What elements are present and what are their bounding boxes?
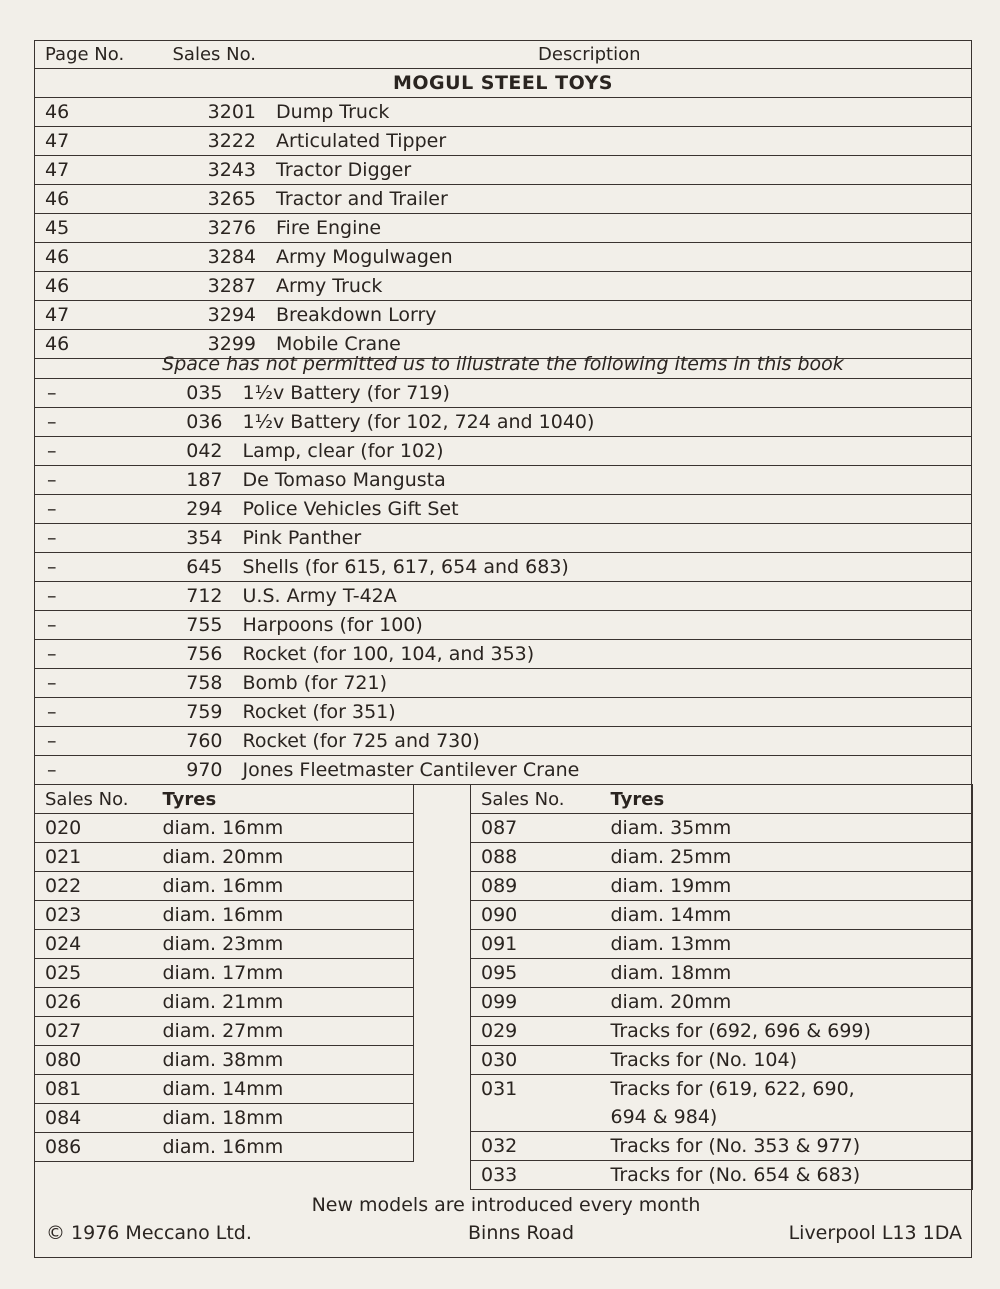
tyre-sales-no-cell: 090 — [471, 901, 611, 930]
table-row — [35, 1017, 414, 1046]
tyre-sales-no-cell: 025 — [35, 959, 163, 988]
description-cell: Tractor Digger — [276, 156, 971, 185]
table-row — [35, 582, 972, 611]
description-cell: Harpoons (for 100) — [243, 611, 972, 640]
tyres-right-sales-no-header: Sales No. — [471, 785, 611, 814]
description-cell: Bomb (for 721) — [243, 669, 972, 698]
tyre-description-cell: diam. 18mm — [611, 959, 973, 988]
table-row — [35, 640, 972, 669]
table-row — [35, 611, 972, 640]
description-cell: Rocket (for 351) — [243, 698, 972, 727]
tyre-sales-no-cell: 021 — [35, 843, 163, 872]
table-row — [471, 988, 973, 1017]
table-row — [35, 959, 414, 988]
table-row — [471, 901, 973, 930]
tyre-description-cell: diam. 16mm — [163, 901, 414, 930]
tyre-description-cell: Tracks for (No. 353 & 977) — [611, 1132, 973, 1161]
page-no-cell: – — [35, 611, 145, 640]
description-cell: U.S. Army T-42A — [243, 582, 972, 611]
tyres-left-sales-no-header: Sales No. — [35, 785, 163, 814]
sales-no-cell: 3265 — [145, 185, 277, 214]
table-row — [35, 408, 972, 437]
tyre-description-cell: diam. 23mm — [163, 930, 414, 959]
description-cell: Mobile Crane — [276, 330, 971, 359]
tyre-sales-no-cell: 084 — [35, 1104, 163, 1133]
page-no-cell: – — [35, 669, 145, 698]
page-no-cell: – — [35, 437, 145, 466]
description-cell: 1½v Battery (for 102, 724 and 1040) — [243, 408, 972, 437]
description-cell: Shells (for 615, 617, 654 and 683) — [243, 553, 972, 582]
sales-no-cell: 3287 — [145, 272, 277, 301]
tyres-right-tyres-header: Tyres — [611, 785, 973, 814]
page-no-cell: – — [35, 524, 145, 553]
tyre-sales-no-cell: 022 — [35, 872, 163, 901]
table-row — [471, 1161, 973, 1190]
table-row — [35, 437, 972, 466]
table-row-continuation — [471, 1103, 973, 1132]
tyre-description-cell: diam. 20mm — [163, 843, 414, 872]
tyres-left-header — [35, 785, 414, 814]
table-row — [35, 930, 414, 959]
header-sales-no: Sales No. — [145, 40, 277, 69]
tyres-table-right — [470, 784, 973, 1190]
description-cell: Pink Panther — [243, 524, 972, 553]
description-cell: Police Vehicles Gift Set — [243, 495, 972, 524]
tyre-sales-no-cell: 089 — [471, 872, 611, 901]
description-cell: Tractor and Trailer — [276, 185, 971, 214]
tyre-description-cell: Tracks for (619, 622, 690, — [610, 1077, 855, 1100]
tyre-sales-no-cell: 088 — [471, 843, 611, 872]
table-row — [471, 1132, 973, 1161]
sales-no-cell: 759 — [145, 698, 243, 727]
sales-no-cell: 3201 — [145, 98, 277, 127]
page-no-cell: – — [35, 408, 145, 437]
tyre-description-cell: diam. 35mm — [611, 814, 973, 843]
tyre-description-cell: diam. 16mm — [163, 1133, 414, 1162]
table-row — [35, 756, 972, 785]
page-no-cell: 46 — [35, 98, 145, 127]
tyre-description-cell: Tracks for (No. 654 & 683) — [611, 1161, 973, 1190]
tyre-description-cell: Tracks for (692, 696 & 699) — [611, 1017, 973, 1046]
page-no-cell: – — [35, 640, 145, 669]
page-no-cell: – — [35, 582, 145, 611]
footer-address-city: Liverpool L13 1DA — [788, 1222, 962, 1244]
table-row — [35, 872, 414, 901]
table-row — [35, 272, 972, 301]
tyre-description-cell: diam. 17mm — [163, 959, 414, 988]
sales-no-cell: 035 — [145, 379, 243, 408]
tyre-description-cell: diam. 20mm — [611, 988, 973, 1017]
page-no-cell: – — [35, 553, 145, 582]
table-row — [471, 930, 973, 959]
page-no-cell: – — [35, 698, 145, 727]
page-no-cell: 46 — [35, 330, 145, 359]
tyres-left-tyres-header: Tyres — [163, 785, 414, 814]
tyre-sales-no-cell: 030 — [471, 1046, 611, 1075]
description-cell: Rocket (for 100, 104, and 353) — [243, 640, 972, 669]
footer-tagline: New models are introduced every month — [311, 1194, 701, 1216]
tyre-sales-no-cell: 099 — [471, 988, 611, 1017]
section-title-row — [35, 69, 972, 98]
table-row — [35, 843, 414, 872]
footer-copyright: © 1976 Meccano Ltd. — [46, 1222, 252, 1244]
description-cell: 1½v Battery (for 719) — [243, 379, 972, 408]
footer-address-street: Binns Road — [468, 1222, 575, 1244]
table-row — [35, 1046, 414, 1075]
tyre-sales-no-cell: 031 — [481, 1077, 518, 1100]
tyre-description-cell: diam. 19mm — [611, 872, 973, 901]
description-cell: Lamp, clear (for 102) — [243, 437, 972, 466]
tyre-description-cell: diam. 13mm — [611, 930, 973, 959]
table-row — [35, 1104, 414, 1133]
page-no-cell: – — [35, 495, 145, 524]
table-row — [35, 98, 972, 127]
main-table — [34, 40, 972, 359]
page-no-cell: – — [35, 727, 145, 756]
table-row — [471, 1017, 973, 1046]
table-row — [35, 727, 972, 756]
description-cell: Army Truck — [276, 272, 971, 301]
sales-no-cell: 755 — [145, 611, 243, 640]
table-row — [35, 214, 972, 243]
page-no-cell: 47 — [35, 127, 145, 156]
blank-cell — [471, 1103, 611, 1132]
table-row — [35, 495, 972, 524]
sales-no-cell: 712 — [145, 582, 243, 611]
sales-no-cell: 758 — [145, 669, 243, 698]
tyre-description-cell: diam. 16mm — [163, 872, 414, 901]
table-row — [471, 814, 973, 843]
section-title: MOGUL STEEL TOYS — [35, 69, 972, 98]
table-row — [35, 156, 972, 185]
sales-no-cell: 970 — [145, 756, 243, 785]
tyre-sales-no-cell: 027 — [35, 1017, 163, 1046]
table-row — [35, 814, 414, 843]
description-cell: Fire Engine — [276, 214, 971, 243]
sales-no-cell: 3243 — [145, 156, 277, 185]
tyre-description-cell: Tracks for (No. 104) — [611, 1046, 973, 1075]
tyre-description-cell: diam. 38mm — [163, 1046, 414, 1075]
page-no-cell: 46 — [35, 243, 145, 272]
tyre-description-continuation: 694 & 984) — [611, 1103, 973, 1132]
table-row — [471, 1046, 973, 1075]
table-row — [35, 243, 972, 272]
sales-no-cell: 3276 — [145, 214, 277, 243]
table-row — [35, 466, 972, 495]
tyre-sales-no-cell: 095 — [471, 959, 611, 988]
tyre-sales-no-cell: 020 — [35, 814, 163, 843]
tyre-sales-no-cell: 029 — [471, 1017, 611, 1046]
tyre-sales-no-cell: 087 — [471, 814, 611, 843]
tyre-sales-no-cell: 081 — [35, 1075, 163, 1104]
table-row — [35, 553, 972, 582]
tyre-description-cell: diam. 25mm — [611, 843, 973, 872]
page-no-cell: – — [35, 466, 145, 495]
table-row — [35, 901, 414, 930]
tyre-sales-no-cell: 023 — [35, 901, 163, 930]
description-cell: Army Mogulwagen — [276, 243, 971, 272]
sales-no-cell: 354 — [145, 524, 243, 553]
tyre-sales-no-cell: 091 — [471, 930, 611, 959]
table-row — [35, 379, 972, 408]
table-row — [35, 185, 972, 214]
table-row — [35, 669, 972, 698]
tyre-description-cell: diam. 21mm — [163, 988, 414, 1017]
unillustrated-table — [34, 378, 972, 785]
tyre-description-cell: diam. 18mm — [163, 1104, 414, 1133]
tyres-right-header — [471, 785, 973, 814]
tyres-table-left — [34, 784, 414, 1162]
sales-no-cell: 3299 — [145, 330, 277, 359]
sales-no-cell: 3294 — [145, 301, 277, 330]
header-description: Description — [276, 40, 971, 69]
table-row — [471, 872, 973, 901]
sales-no-cell: 3284 — [145, 243, 277, 272]
table-row — [471, 1075, 973, 1104]
page-no-cell: 46 — [35, 185, 145, 214]
table-row — [35, 524, 972, 553]
table-row — [35, 1075, 414, 1104]
tyre-sales-no-cell: 086 — [35, 1133, 163, 1162]
tyre-description-cell: diam. 14mm — [163, 1075, 414, 1104]
page-no-cell: – — [35, 756, 145, 785]
page-no-cell: 47 — [35, 156, 145, 185]
table-row — [471, 843, 973, 872]
sales-no-cell: 294 — [145, 495, 243, 524]
table-row — [35, 698, 972, 727]
sales-no-cell: 042 — [145, 437, 243, 466]
description-cell: Dump Truck — [276, 98, 971, 127]
description-cell: De Tomaso Mangusta — [243, 466, 972, 495]
table-row — [35, 1133, 414, 1162]
tyre-sales-no-cell: 026 — [35, 988, 163, 1017]
tyre-description-cell: diam. 27mm — [163, 1017, 414, 1046]
description-cell: Breakdown Lorry — [276, 301, 971, 330]
tyre-sales-no-cell: 033 — [471, 1161, 611, 1190]
page-no-cell: 45 — [35, 214, 145, 243]
description-cell: Rocket (for 725 and 730) — [243, 727, 972, 756]
tyre-description-cell: diam. 14mm — [611, 901, 973, 930]
sales-no-cell: 756 — [145, 640, 243, 669]
table-header — [35, 40, 972, 69]
sales-no-cell: 036 — [145, 408, 243, 437]
page-no-cell: – — [35, 379, 145, 408]
description-cell: Articulated Tipper — [276, 127, 971, 156]
tyre-description-cell: diam. 16mm — [163, 814, 414, 843]
sales-no-cell: 187 — [145, 466, 243, 495]
sales-no-cell: 760 — [145, 727, 243, 756]
page-no-cell: 46 — [35, 272, 145, 301]
description-cell: Jones Fleetmaster Cantilever Crane — [243, 756, 972, 785]
tyre-sales-no-cell: 024 — [35, 930, 163, 959]
table-row — [471, 959, 973, 988]
tyre-sales-no-cell: 080 — [35, 1046, 163, 1075]
table-row — [35, 301, 972, 330]
tyre-sales-no-cell: 032 — [471, 1132, 611, 1161]
table-row — [35, 988, 414, 1017]
table-row — [35, 127, 972, 156]
sales-no-cell: 645 — [145, 553, 243, 582]
header-page-no: Page No. — [35, 40, 145, 69]
sales-no-cell: 3222 — [145, 127, 277, 156]
illustration-note: Space has not permitted us to illustrate the following items in this book — [162, 353, 844, 375]
page-no-cell: 47 — [35, 301, 145, 330]
